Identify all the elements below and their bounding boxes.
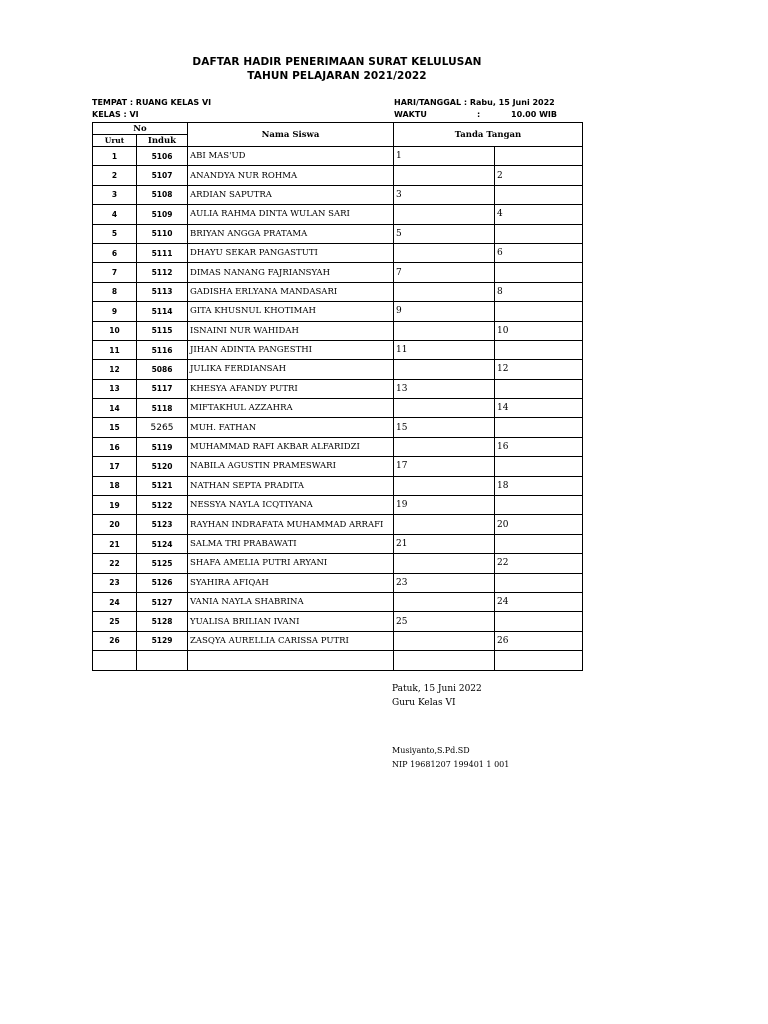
table-row <box>93 360 583 379</box>
row-urut: 1 <box>93 147 137 166</box>
row-induk: 5123 <box>137 515 188 534</box>
row-induk: 5125 <box>137 554 188 573</box>
row-urut: 15 <box>93 418 137 437</box>
row-signature-left: 23 <box>394 573 495 592</box>
footer-role: Guru Kelas VI <box>392 698 456 708</box>
row-signature-right: 8 <box>495 282 583 301</box>
row-signature-left <box>394 205 495 224</box>
row-signature-left: 3 <box>394 185 495 204</box>
footer-nip: NIP 19681207 199401 1 001 <box>392 760 510 769</box>
row-signature-left <box>394 515 495 534</box>
table-row <box>93 243 583 262</box>
row-urut: 9 <box>93 302 137 321</box>
row-signature-left: 17 <box>394 457 495 476</box>
row-induk: 5129 <box>137 631 188 650</box>
row-induk: 5119 <box>137 437 188 456</box>
row-urut: 19 <box>93 496 137 515</box>
row-signature-right: 14 <box>495 399 583 418</box>
table-row <box>93 379 583 398</box>
table-row <box>93 147 583 166</box>
row-nama: GITA KHUSNUL KHOTIMAH <box>188 302 394 321</box>
row-signature-right <box>495 224 583 243</box>
row-induk: 5113 <box>137 282 188 301</box>
row-signature-right: 6 <box>495 243 583 262</box>
row-nama: JIHAN ADINTA PANGESTHI <box>188 340 394 359</box>
meta-hari-tanggal: HARI/TANGGAL : Rabu, 15 Juni 2022 <box>394 98 555 107</box>
row-induk: 5127 <box>137 592 188 611</box>
row-induk: 5111 <box>137 243 188 262</box>
row-signature-right <box>495 457 583 476</box>
attendance-table <box>92 122 583 671</box>
row-induk: 5109 <box>137 205 188 224</box>
row-induk: 5265 <box>137 418 188 437</box>
table-row <box>93 340 583 359</box>
row-urut: 3 <box>93 185 137 204</box>
row-signature-right <box>495 612 583 631</box>
row-signature-left <box>394 243 495 262</box>
row-urut: 24 <box>93 592 137 611</box>
row-urut: 11 <box>93 340 137 359</box>
row-urut: 8 <box>93 282 137 301</box>
row-urut: 20 <box>93 515 137 534</box>
row-nama: MUH. FATHAN <box>188 418 394 437</box>
row-urut <box>93 651 137 670</box>
table-row <box>93 263 583 282</box>
row-induk: 5126 <box>137 573 188 592</box>
row-urut: 10 <box>93 321 137 340</box>
row-nama: ABI MAS'UD <box>188 147 394 166</box>
table-row <box>93 302 583 321</box>
row-signature-left: 7 <box>394 263 495 282</box>
table-row <box>93 205 583 224</box>
row-nama: RAYHAN INDRAFATA MUHAMMAD ARRAFI <box>188 515 394 534</box>
row-urut: 16 <box>93 437 137 456</box>
row-nama: DIMAS NANANG FAJRIANSYAH <box>188 263 394 282</box>
table-row <box>93 282 583 301</box>
row-signature-left <box>394 592 495 611</box>
document-title: DAFTAR HADIR PENERIMAAN SURAT KELULUSAN <box>192 56 482 68</box>
attendance-rows <box>93 147 583 671</box>
row-signature-right <box>495 651 583 670</box>
table-row <box>93 554 583 573</box>
table-row <box>93 631 583 650</box>
meta-waktu-value: 10.00 WIB <box>511 110 557 119</box>
row-nama: NESSYA NAYLA ICQTIYANA <box>188 496 394 515</box>
row-signature-left <box>394 166 495 185</box>
meta-tempat: TEMPAT : RUANG KELAS VI <box>92 98 212 107</box>
row-urut: 22 <box>93 554 137 573</box>
row-signature-left: 1 <box>394 147 495 166</box>
row-urut: 6 <box>93 243 137 262</box>
row-signature-right: 16 <box>495 437 583 456</box>
row-signature-right <box>495 263 583 282</box>
row-induk: 5106 <box>137 147 188 166</box>
row-signature-right: 24 <box>495 592 583 611</box>
row-urut: 21 <box>93 534 137 553</box>
row-signature-left: 11 <box>394 340 495 359</box>
row-urut: 2 <box>93 166 137 185</box>
col-header-tanda-tangan: Tanda Tangan <box>394 123 583 147</box>
row-signature-right: 20 <box>495 515 583 534</box>
row-signature-right <box>495 573 583 592</box>
row-urut: 5 <box>93 224 137 243</box>
row-induk: 5108 <box>137 185 188 204</box>
row-nama: MIFTAKHUL AZZAHRA <box>188 399 394 418</box>
row-nama <box>188 651 394 670</box>
row-nama: ISNAINI NUR WAHIDAH <box>188 321 394 340</box>
row-signature-right: 12 <box>495 360 583 379</box>
row-signature-left: 13 <box>394 379 495 398</box>
row-signature-right <box>495 496 583 515</box>
row-signature-left <box>394 631 495 650</box>
row-urut: 26 <box>93 631 137 650</box>
row-nama: KHESYA AFANDY PUTRI <box>188 379 394 398</box>
row-signature-left <box>394 399 495 418</box>
row-urut: 18 <box>93 476 137 495</box>
row-urut: 14 <box>93 399 137 418</box>
row-signature-left: 5 <box>394 224 495 243</box>
table-row <box>93 592 583 611</box>
row-nama: ARDIAN SAPUTRA <box>188 185 394 204</box>
row-signature-right: 18 <box>495 476 583 495</box>
table-row <box>93 321 583 340</box>
col-header-urut: Urut <box>93 135 137 147</box>
row-induk: 5121 <box>137 476 188 495</box>
row-signature-right <box>495 379 583 398</box>
row-urut: 4 <box>93 205 137 224</box>
table-row <box>93 496 583 515</box>
row-signature-left <box>394 554 495 573</box>
row-signature-left <box>394 360 495 379</box>
row-nama: JULIKA FERDIANSAH <box>188 360 394 379</box>
row-urut: 13 <box>93 379 137 398</box>
row-induk: 5112 <box>137 263 188 282</box>
row-induk: 5107 <box>137 166 188 185</box>
row-nama: DHAYU SEKAR PANGASTUTI <box>188 243 394 262</box>
table-row <box>93 437 583 456</box>
row-signature-right <box>495 534 583 553</box>
table-row <box>93 418 583 437</box>
table-row <box>93 612 583 631</box>
row-signature-right: 26 <box>495 631 583 650</box>
row-induk: 5122 <box>137 496 188 515</box>
table-row <box>93 224 583 243</box>
row-nama: ZASQYA AURELLIA CARISSA PUTRI <box>188 631 394 650</box>
table-row <box>93 534 583 553</box>
row-signature-right <box>495 185 583 204</box>
row-nama: ANANDYA NUR ROHMA <box>188 166 394 185</box>
row-signature-right <box>495 147 583 166</box>
col-header-nama: Nama Siswa <box>188 123 394 147</box>
table-row <box>93 399 583 418</box>
row-nama: VANIA NAYLA SHABRINA <box>188 592 394 611</box>
row-signature-left: 21 <box>394 534 495 553</box>
row-induk: 5115 <box>137 321 188 340</box>
row-nama: AULIA RAHMA DINTA WULAN SARI <box>188 205 394 224</box>
row-signature-right <box>495 302 583 321</box>
row-induk: 5124 <box>137 534 188 553</box>
table-row <box>93 166 583 185</box>
table-row <box>93 185 583 204</box>
row-nama: NATHAN SEPTA PRADITA <box>188 476 394 495</box>
meta-kelas: KELAS : VI <box>92 110 139 119</box>
row-signature-right: 22 <box>495 554 583 573</box>
row-induk: 5116 <box>137 340 188 359</box>
row-nama: SALMA TRI PRABAWATI <box>188 534 394 553</box>
row-signature-left <box>394 476 495 495</box>
row-urut: 23 <box>93 573 137 592</box>
row-urut: 7 <box>93 263 137 282</box>
row-induk: 5120 <box>137 457 188 476</box>
document-subtitle: TAHUN PELAJARAN 2021/2022 <box>247 70 427 82</box>
row-signature-left <box>394 321 495 340</box>
table-row <box>93 476 583 495</box>
table-row <box>93 651 583 670</box>
row-urut: 12 <box>93 360 137 379</box>
row-signature-left <box>394 651 495 670</box>
row-signature-left: 19 <box>394 496 495 515</box>
meta-waktu-colon: : <box>477 110 481 119</box>
footer-teacher-name: Musiyanto,S.Pd.SD <box>392 746 470 755</box>
row-induk: 5128 <box>137 612 188 631</box>
row-nama: MUHAMMAD RAFI AKBAR ALFARIDZI <box>188 437 394 456</box>
row-nama: YUALISA BRILIAN IVANI <box>188 612 394 631</box>
table-row <box>93 573 583 592</box>
row-induk: 5118 <box>137 399 188 418</box>
row-induk <box>137 651 188 670</box>
row-induk: 5086 <box>137 360 188 379</box>
row-signature-right <box>495 418 583 437</box>
row-nama: SHAFA AMELIA PUTRI ARYANI <box>188 554 394 573</box>
row-signature-right: 2 <box>495 166 583 185</box>
row-urut: 25 <box>93 612 137 631</box>
row-nama: SYAHIRA AFIQAH <box>188 573 394 592</box>
row-urut: 17 <box>93 457 137 476</box>
row-signature-left <box>394 437 495 456</box>
meta-waktu-label: WAKTU <box>394 110 427 119</box>
table-row <box>93 515 583 534</box>
row-signature-right: 4 <box>495 205 583 224</box>
row-signature-right: 10 <box>495 321 583 340</box>
row-signature-right <box>495 340 583 359</box>
row-induk: 5117 <box>137 379 188 398</box>
table-row <box>93 457 583 476</box>
row-signature-left <box>394 282 495 301</box>
row-signature-left: 25 <box>394 612 495 631</box>
row-signature-left: 15 <box>394 418 495 437</box>
row-nama: GADISHA ERLYANA MANDASARI <box>188 282 394 301</box>
col-header-induk: Induk <box>137 135 188 147</box>
col-header-no: No <box>93 123 188 135</box>
row-signature-left: 9 <box>394 302 495 321</box>
row-nama: BRIYAN ANGGA PRATAMA <box>188 224 394 243</box>
row-induk: 5114 <box>137 302 188 321</box>
row-induk: 5110 <box>137 224 188 243</box>
footer-place-date: Patuk, 15 Juni 2022 <box>392 684 482 694</box>
row-nama: NABILA AGUSTIN PRAMESWARI <box>188 457 394 476</box>
